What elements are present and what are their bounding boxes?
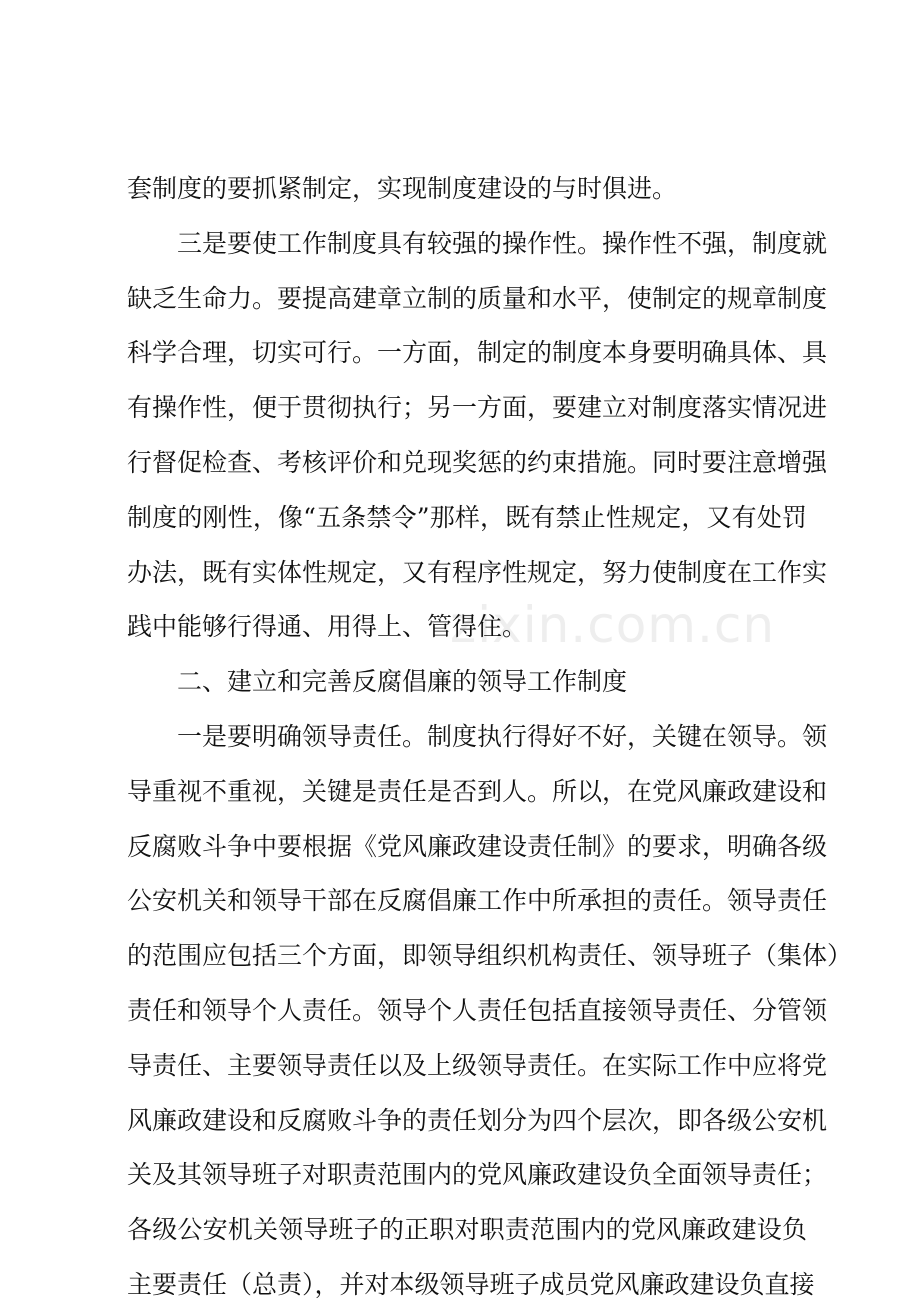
- text-line: 反腐败斗争中要根据《党风廉政建设责任制》的要求，明确各级: [127, 831, 828, 861]
- document-body: [127, 162, 853, 1313]
- text-line: 制度的刚性，像“五条禁令”那样，既有禁止性规定，又有处罚: [127, 502, 807, 532]
- text-line: 责任和领导个人责任。领导个人责任包括直接领导责任、分管领: [127, 995, 828, 1025]
- text-line: 导重视不重视，关键是责任是否到人。所以，在党风廉政建设和: [127, 776, 828, 806]
- text-line: 有操作性，便于贯彻执行；另一方面，要建立对制度落实情况进: [127, 393, 828, 423]
- watermark: zixin.com.cn: [450, 596, 776, 654]
- text-line: 三是要使工作制度具有较强的操作性。操作性不强，制度就: [177, 228, 828, 258]
- text-line: 各级公安机关领导班子的正职对职责范围内的党风廉政建设负: [127, 1215, 807, 1245]
- text-line: 公安机关和领导干部在反腐倡廉工作中所承担的责任。领导责任: [127, 886, 828, 916]
- text-line: 导责任、主要领导责任以及上级领导责任。在实际工作中应将党: [127, 1050, 828, 1080]
- text-line: 一是要明确领导责任。制度执行得好不好，关键在领导。领: [177, 721, 828, 751]
- text-line: 二、建立和完善反腐倡廉的领导工作制度: [177, 667, 628, 697]
- text-line: 套制度的要抓紧制定，实现制度建设的与时俱进。: [127, 174, 678, 203]
- text-line: 风廉政建设和反腐败斗争的责任划分为四个层次，即各级公安机: [127, 1105, 828, 1135]
- text-line: 的范围应包括三个方面，即领导组织机构责任、领导班子（集体）: [127, 941, 853, 971]
- text-line: 行督促检查、考核评价和兑现奖惩的约束措施。同时要注意增强: [127, 447, 828, 477]
- text-line: 科学合理，切实可行。一方面，制定的制度本身要明确具体、具: [127, 338, 828, 368]
- text-line: 主要责任（总责），并对本级领导班子成员党风廉政建设负直接: [127, 1269, 815, 1299]
- text-line: 践中能够行得通、用得上、管得住。: [127, 612, 528, 642]
- text-line: 缺乏生命力。要提高建章立制的质量和水平，使制定的规章制度: [127, 283, 828, 313]
- text-line: 关及其领导班子对职责范围内的党风廉政建设负全面领导责任；: [127, 1160, 828, 1190]
- text-line: 办法，既有实体性规定，又有程序性规定，努力使制度在工作实: [127, 557, 828, 587]
